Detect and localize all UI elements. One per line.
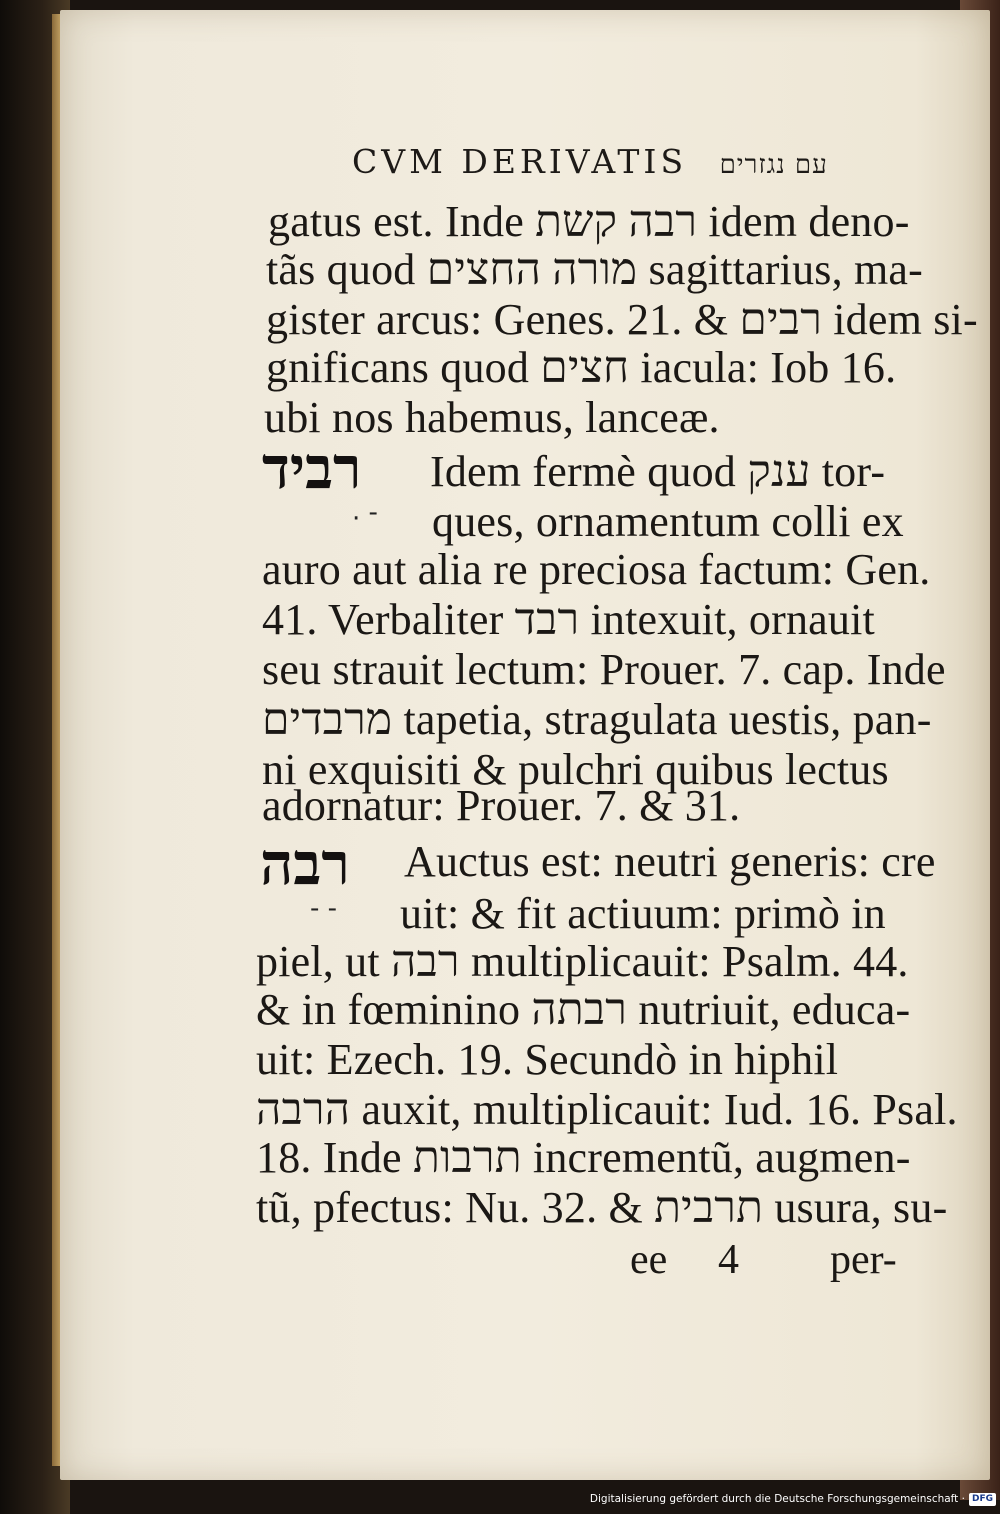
- text-line: מרבדים tapetia, stragulata uestis, pan-: [262, 695, 932, 744]
- text-line: ubi nos habemus, lanceæ.: [264, 393, 720, 442]
- dfg-logo: DFG: [969, 1493, 996, 1506]
- text-line: gister arcus: Genes. 21. & רבים idem si-: [266, 295, 978, 344]
- text-line: piel, ut רבה multiplicauit: Psalm. 44.: [256, 937, 909, 986]
- signature-mark: ee: [630, 1237, 668, 1283]
- text-line: ni exquisiti & pulchri quibus lectus: [262, 745, 889, 794]
- headword-vowel-points: · ־: [352, 504, 378, 534]
- signature-number: 4: [718, 1237, 739, 1283]
- text-line: & in fœminino רבתה nutriuit, educa-: [256, 985, 911, 1034]
- text-line: adornatur: Prouer. 7. & 31.: [262, 781, 741, 830]
- text-line: ques, ornamentum colli ex: [432, 497, 904, 546]
- headword-hebrew: רבה: [260, 830, 350, 898]
- running-head-hebrew: עם נגזרים: [719, 150, 828, 180]
- headword-vowel-points: ־ ־: [310, 900, 338, 930]
- text-line: הרבה auxit, multiplicauit: Iud. 16. Psal.: [256, 1085, 958, 1134]
- text-line: gnificans quod חצים iacula: Iob 16.: [266, 343, 897, 392]
- running-head: [352, 142, 828, 181]
- text-line: Auctus est: neutri generis: cre: [404, 837, 936, 886]
- text-line: tãs quod מורה החצים sagittarius, ma-: [266, 245, 924, 294]
- text-line: gatus est. Inde רבה קשת idem deno-: [268, 197, 910, 246]
- catchword: per-: [830, 1237, 897, 1283]
- text-line: 18. Inde תרבות incrementũ, augmen-: [256, 1133, 911, 1182]
- funding-note-text: Digitalisierung gefördert durch die Deutsche Forschungsgemeinschaft ·: [589, 1493, 965, 1505]
- text-line: seu strauit lectum: Prouer. 7. cap. Inde: [262, 645, 946, 694]
- text-line: tũ, pfectus: Nu. 32. & תרבית usura, su-: [256, 1183, 948, 1232]
- text-line: Idem fermè quod ענק tor-: [430, 447, 886, 496]
- funding-note: [590, 1490, 996, 1508]
- text-line: uit: Ezech. 19. Secundò in hiphil: [256, 1035, 839, 1084]
- headword-hebrew: רביד: [262, 434, 362, 502]
- text-line: 41. Verbaliter רבד intexuit, ornauit: [262, 595, 875, 644]
- running-head-latin: CVM DERIVATIS: [352, 142, 688, 181]
- text-line: uit: & fit actiuum: primò in: [400, 889, 886, 938]
- text-line: auro aut alia re preciosa factum: Gen.: [262, 545, 931, 594]
